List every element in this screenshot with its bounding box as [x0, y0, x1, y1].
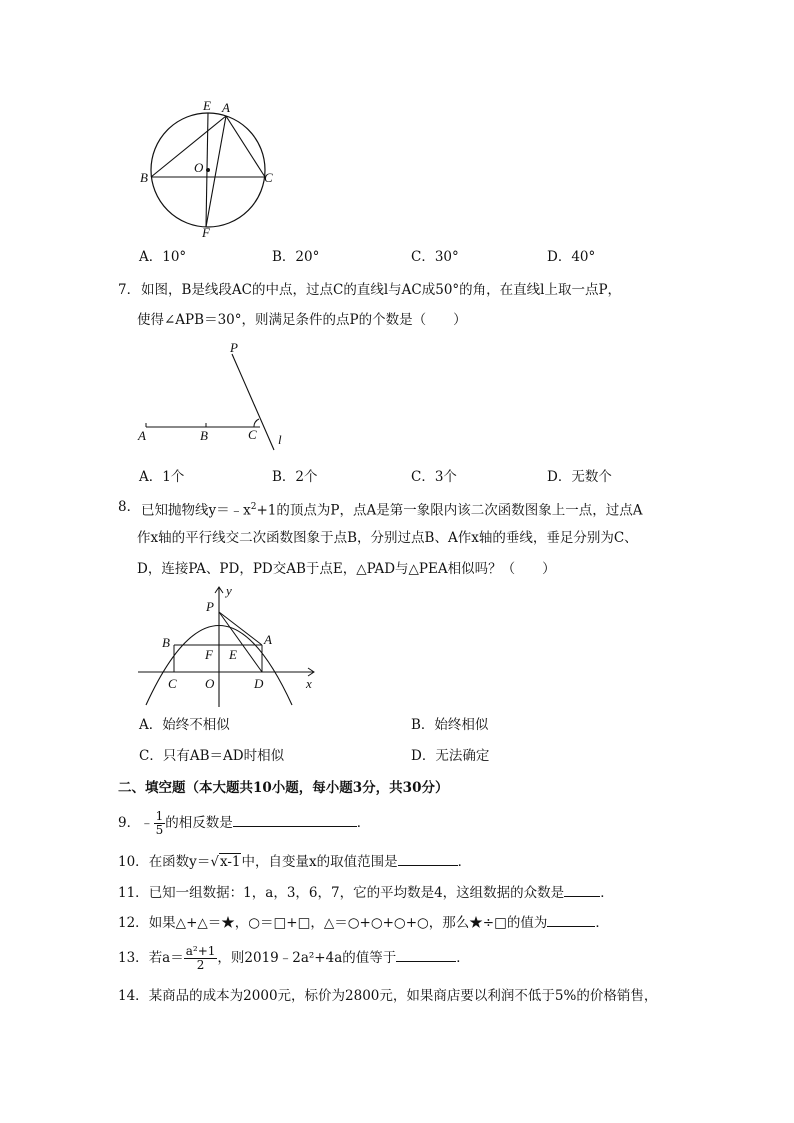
q9-text: 的相反数是	[165, 815, 233, 831]
angle-arc	[254, 419, 259, 427]
section2-heading: 二、填空题（本大题共10小题，每小题3分，共30分）	[118, 780, 449, 796]
q8-line1-b: +1的顶点为P，点A是第一象限内该二次函数图象上一点，过点A	[256, 502, 643, 519]
q7-line1: 如图，B是线段AC的中点，过点C的直线l与AC成50°的角，在直线l上取一点P，	[141, 282, 622, 298]
segment-ac	[226, 116, 265, 177]
q12-answer-blank[interactable]	[547, 914, 595, 927]
q10-b: 中，自变量x的取值范围是	[241, 854, 398, 870]
q12-text: 如果△+△＝★，○＝□+□，△＝○+○+○+○，那么★÷□的值为	[148, 915, 548, 931]
segment-pd	[219, 612, 262, 672]
q8-option-b: B．始终相似	[411, 717, 489, 733]
q12	[118, 914, 609, 932]
label-b: B	[200, 428, 208, 443]
label-b: B	[162, 635, 170, 650]
q9-end: ．	[356, 815, 371, 831]
center-point	[206, 168, 210, 172]
q14	[118, 987, 657, 1005]
q12-number: 12．	[118, 915, 149, 931]
q10-radicand: x-1	[219, 854, 241, 870]
label-a: A	[138, 428, 146, 443]
q10-end: ．	[457, 854, 472, 870]
label-x: x	[306, 676, 312, 691]
label-d: D	[254, 676, 264, 691]
q6-option-b: B．20°	[272, 249, 320, 265]
q8-option-d: D．无法确定	[411, 748, 490, 764]
label-e: E	[203, 98, 211, 113]
label-p: P	[206, 599, 214, 614]
sqrt-sign-icon: √	[210, 854, 219, 870]
q6-circle-figure	[136, 96, 286, 241]
label-y: y	[226, 583, 232, 598]
label-a: A	[222, 100, 230, 115]
q9-fraction-den: 5	[155, 823, 164, 837]
label-f: F	[205, 647, 213, 662]
q13-end: ．	[456, 950, 470, 966]
q9-fraction	[154, 810, 166, 837]
label-c: C	[168, 676, 177, 691]
label-f: F	[202, 225, 210, 240]
label-o: O	[205, 676, 215, 691]
q8-option-c: C．只有AB＝AD时相似	[139, 748, 285, 764]
label-c: C	[264, 170, 273, 185]
label-p: P	[230, 340, 238, 355]
q13-b: ，则2019﹣2a²+4a的值等于	[217, 950, 397, 966]
q13	[118, 942, 470, 974]
q11-number: 11．	[118, 885, 149, 901]
q7-line-figure	[132, 336, 302, 452]
q7-option-b: B．2个	[272, 469, 318, 485]
q8-line1-sup: 2	[250, 502, 257, 512]
q9-number: 9．	[118, 815, 141, 831]
q6-option-c: C．30°	[411, 249, 459, 265]
q11-end: ．	[600, 885, 614, 901]
q10-number: 10．	[118, 854, 149, 870]
q8-line1	[141, 498, 642, 520]
q14-text: 某商品的成本为2000元，标价为2800元，如果商店要以利润不低于5%的价格销售，	[148, 988, 658, 1004]
q11-text: 已知一组数据：1，a，3，6，7，它的平均数是4，这组数据的众数是	[148, 885, 565, 901]
label-a: A	[264, 632, 272, 647]
q6-option-a: A．10°	[139, 249, 187, 265]
q8-line2: 作x轴的平行线交二次函数图象于点B，分别过点B、A作x轴的垂线，垂足分别为C、	[137, 530, 638, 546]
q13-number: 13．	[118, 950, 149, 966]
q13-a: 若a＝	[148, 950, 184, 966]
q9-minus: ﹣	[140, 815, 154, 831]
q10	[118, 853, 471, 871]
q12-end: ．	[595, 915, 609, 931]
q7-line2: 使得∠APB＝30°，则满足条件的点P的个数是（ ）	[137, 312, 467, 328]
q8-line1-a: 已知抛物线y＝﹣x	[141, 502, 251, 519]
q8-line3: D，连接PA、PD，PD交AB于点E，△PAD与△PEA相似吗？（ ）	[137, 561, 556, 577]
q8-number: 8．	[118, 499, 141, 515]
q7-option-a: A．1个	[139, 469, 185, 485]
label-b: B	[140, 170, 148, 185]
q7-option-c: C．3个	[411, 469, 457, 485]
q9	[118, 808, 370, 838]
segment-pa	[219, 612, 262, 645]
q14-number: 14．	[118, 988, 149, 1004]
q11-answer-blank[interactable]	[564, 884, 600, 897]
q9-answer-blank[interactable]	[233, 814, 357, 827]
q13-fraction-num: a²+1	[185, 944, 216, 958]
label-c: C	[248, 427, 257, 442]
q8-parabola-figure	[134, 583, 324, 709]
label-o: O	[194, 160, 204, 175]
q13-fraction-den: 2	[196, 958, 205, 972]
q13-answer-blank[interactable]	[396, 949, 456, 962]
q13-fraction	[184, 945, 218, 972]
q11	[118, 884, 614, 902]
q6-option-d: D．40°	[547, 249, 596, 265]
q9-fraction-num: 1	[155, 809, 164, 823]
label-l: l	[278, 432, 282, 447]
segment-ba	[151, 116, 226, 177]
label-e: E	[229, 647, 237, 662]
q10-answer-blank[interactable]	[398, 853, 458, 866]
q10-a: 在函数y＝	[148, 854, 211, 870]
q7-number: 7．	[118, 282, 141, 298]
q8-option-a: A．始终不相似	[139, 717, 230, 733]
q7-option-d: D．无数个	[547, 469, 612, 485]
